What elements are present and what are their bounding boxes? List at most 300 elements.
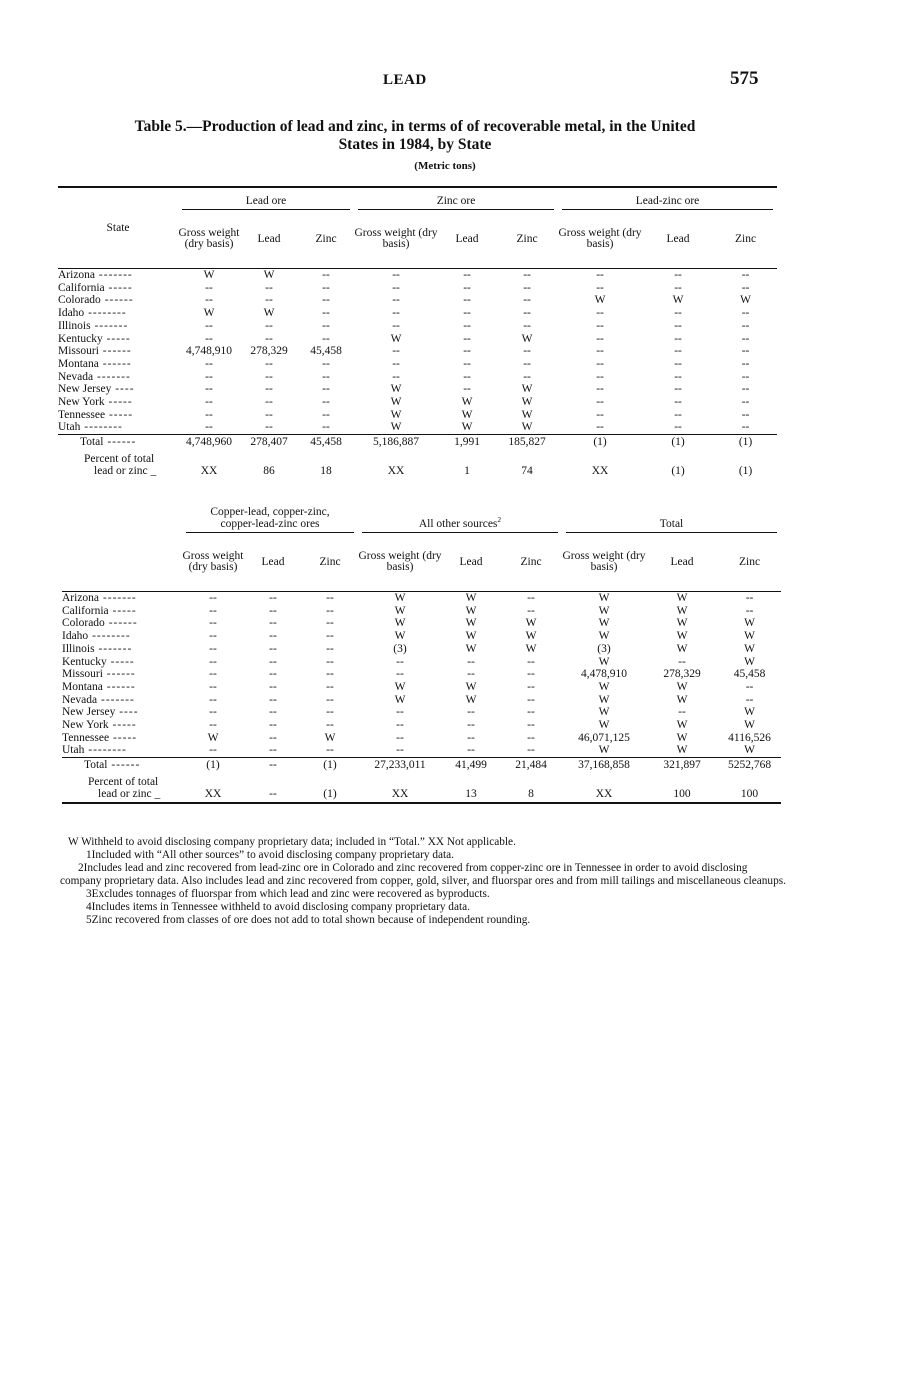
cell: -- xyxy=(596,383,604,396)
cell: -- xyxy=(463,357,471,370)
cell: -- xyxy=(209,693,217,706)
cell: -- xyxy=(463,281,471,294)
cell: -- xyxy=(322,421,330,434)
state-cell xyxy=(62,605,182,618)
cell: -- xyxy=(527,706,535,719)
column-header: Gross weight (dry basis) xyxy=(558,210,642,269)
cell: -- xyxy=(209,744,217,757)
state-cell xyxy=(62,681,182,694)
cell: -- xyxy=(596,307,604,320)
cell: 100 xyxy=(718,772,781,803)
cell: -- xyxy=(322,383,330,396)
chapter-title: LEAD xyxy=(383,72,427,88)
leader-dots: ------- xyxy=(99,592,137,604)
cell: W xyxy=(203,269,215,281)
state-name: Montana xyxy=(62,680,103,693)
column-header: Zinc xyxy=(500,533,562,592)
leader-dots: ------ xyxy=(98,345,132,358)
cell: -- xyxy=(596,396,604,409)
cell: W xyxy=(676,630,688,643)
state-name: Kentucky xyxy=(58,332,103,345)
cell: W xyxy=(676,592,688,604)
state-cell xyxy=(58,282,178,295)
cell: -- xyxy=(269,655,277,668)
cell: -- xyxy=(463,370,471,383)
table-row xyxy=(62,681,781,694)
cell: -- xyxy=(209,668,217,681)
cell: -- xyxy=(269,744,277,757)
cell: -- xyxy=(265,396,273,409)
column-header: Gross weight (dry basis) xyxy=(358,533,442,592)
state-name: Montana xyxy=(58,357,99,370)
cell: W xyxy=(465,680,477,693)
cell: -- xyxy=(674,319,682,332)
cell: -- xyxy=(527,592,535,604)
percent-label-2: lead or zinc xyxy=(98,788,152,801)
footnote-3: 3Excludes tonnages of fluorspar from which lead and zinc were recovered as byproducts. xyxy=(86,888,490,900)
cell: W xyxy=(525,617,537,630)
cell: -- xyxy=(523,370,531,383)
cell: -- xyxy=(265,370,273,383)
cell: 74 xyxy=(521,465,533,478)
cell: -- xyxy=(326,592,334,604)
state-name: Missouri xyxy=(58,345,99,358)
cell: -- xyxy=(674,421,682,434)
state-name: Illinois xyxy=(58,319,91,332)
state-cell xyxy=(62,656,182,669)
state-name: Utah xyxy=(58,421,81,434)
cell: -- xyxy=(205,319,213,332)
cell: -- xyxy=(205,421,213,434)
group-header xyxy=(558,187,777,210)
leader-dots: -------- xyxy=(84,744,127,757)
cell: W xyxy=(461,408,473,421)
state-cell xyxy=(62,744,182,757)
cell: -- xyxy=(322,319,330,332)
running-head xyxy=(0,68,905,94)
cell: W xyxy=(394,617,406,630)
cell: -- xyxy=(523,357,531,370)
part1-header xyxy=(58,187,777,269)
column-header: Gross weight (dry basis) xyxy=(178,210,240,269)
cell: -- xyxy=(392,269,400,281)
cell: W xyxy=(525,630,537,643)
cell: -- xyxy=(265,408,273,421)
cell: -- xyxy=(322,408,330,421)
cell: -- xyxy=(244,758,302,773)
cell: 1 xyxy=(464,465,470,478)
cell: W xyxy=(676,680,688,693)
cell: 18 xyxy=(320,465,332,478)
cell: -- xyxy=(467,668,475,681)
cell: 45,458 xyxy=(298,435,354,450)
cell: -- xyxy=(678,706,686,719)
cell: 321,897 xyxy=(646,758,718,773)
table-title-line-2: States in 1984, by State xyxy=(338,136,492,153)
cell: 1,991 xyxy=(438,435,496,450)
cell: -- xyxy=(596,370,604,383)
cell: -- xyxy=(326,680,334,693)
cell: W xyxy=(465,630,477,643)
cell: 5,186,887 xyxy=(354,435,438,450)
cell: W xyxy=(465,592,477,604)
part2-summary xyxy=(62,758,781,804)
footnote-4: 4Includes items in Tennessee withheld to avoid disclosing company proprietary data. xyxy=(86,901,470,913)
table-row xyxy=(58,294,777,307)
cell: W xyxy=(521,396,533,409)
cell: -- xyxy=(322,357,330,370)
cell: 4,748,960 xyxy=(178,435,240,450)
cell: -- xyxy=(527,604,535,617)
row-label: Percent of total lead or zinc _ xyxy=(62,772,182,803)
cell: 5252,768 xyxy=(718,758,781,773)
column-header: Zinc xyxy=(714,210,777,269)
cell: W xyxy=(465,604,477,617)
cell: -- xyxy=(596,269,604,281)
cell: -- xyxy=(265,383,273,396)
cell: (1) xyxy=(182,758,244,773)
cell: W xyxy=(744,655,755,668)
cell: -- xyxy=(392,294,400,307)
cell: -- xyxy=(326,604,334,617)
cell: -- xyxy=(209,592,217,604)
cell: 4116,526 xyxy=(728,731,771,744)
table-row xyxy=(62,706,781,719)
table-row xyxy=(62,744,781,757)
state-cell xyxy=(58,371,178,384)
cell: W xyxy=(394,604,406,617)
cell: 27,233,011 xyxy=(358,758,442,773)
cell: -- xyxy=(674,408,682,421)
state-cell xyxy=(62,706,182,719)
cell: -- xyxy=(244,772,302,803)
cell: XX xyxy=(591,465,609,478)
cell: XX xyxy=(200,465,218,478)
state-name: Idaho xyxy=(58,307,85,320)
state-cell xyxy=(62,732,182,745)
state-column-spacer xyxy=(62,503,182,592)
cell: 46,071,125 xyxy=(578,731,630,744)
cell: 86 xyxy=(263,465,275,478)
cell: -- xyxy=(205,408,213,421)
cell: 8 xyxy=(500,772,562,803)
cell: -- xyxy=(269,617,277,630)
cell: -- xyxy=(674,307,682,320)
cell: W xyxy=(390,332,402,345)
percent-label-1: Percent of total xyxy=(88,776,159,789)
state-cell xyxy=(62,630,182,643)
cell: -- xyxy=(205,396,213,409)
table-row xyxy=(58,358,777,371)
cell: 278,329 xyxy=(663,668,701,681)
column-header: Lead xyxy=(240,210,298,269)
cell: -- xyxy=(674,357,682,370)
cell: W xyxy=(390,421,402,434)
column-header: Lead xyxy=(438,210,496,269)
cell: -- xyxy=(527,744,535,757)
cell: 4,478,910 xyxy=(581,668,628,681)
leader-dots: ------- xyxy=(97,693,135,706)
state-cell xyxy=(58,320,178,333)
cell: -- xyxy=(392,307,400,320)
table-row xyxy=(62,605,781,618)
footnote-1: 1Included with “All other sources” to avoid disclosing company proprietary data. xyxy=(86,849,454,861)
state-name: Idaho xyxy=(62,630,89,643)
leader-dots: ----- xyxy=(105,408,134,421)
cell: 41,499 xyxy=(442,758,500,773)
cell: -- xyxy=(322,396,330,409)
group-label: Copper-lead, copper-zinc, copper-lead-zinc ores xyxy=(186,506,354,533)
cell: -- xyxy=(527,668,535,681)
cell: -- xyxy=(322,281,330,294)
leader-dots: ------ xyxy=(107,759,141,772)
cell: -- xyxy=(741,421,750,434)
cell: 21,484 xyxy=(500,758,562,773)
cell: (1) xyxy=(642,435,714,450)
state-cell xyxy=(58,345,178,358)
cell: -- xyxy=(674,332,682,345)
total-label: Total xyxy=(80,436,104,449)
cell: W xyxy=(598,617,610,630)
cell: -- xyxy=(205,383,213,396)
table-row xyxy=(62,668,781,681)
state-name: Tennessee xyxy=(62,731,110,744)
cell: W xyxy=(598,680,610,693)
cell: -- xyxy=(269,668,277,681)
cell: -- xyxy=(596,281,604,294)
state-cell xyxy=(58,383,178,396)
part1-body xyxy=(58,269,777,435)
cell: -- xyxy=(205,294,213,307)
table-row xyxy=(62,630,781,643)
cell: W xyxy=(461,421,473,434)
cell: -- xyxy=(326,617,334,630)
cell: -- xyxy=(269,604,277,617)
cell: -- xyxy=(209,719,217,732)
cell: 4,748,910 xyxy=(186,345,232,358)
state-cell xyxy=(58,333,178,346)
cell: -- xyxy=(523,319,531,332)
cell: -- xyxy=(467,655,475,668)
leader-dots: ------- xyxy=(95,269,133,281)
cell: W xyxy=(263,269,275,281)
cell: -- xyxy=(209,642,217,655)
cell: W xyxy=(394,592,406,604)
state-cell xyxy=(58,358,178,371)
cell: -- xyxy=(596,421,604,434)
group-label: Zinc ore xyxy=(358,195,554,210)
cell: -- xyxy=(527,719,535,732)
cell: -- xyxy=(741,332,750,345)
percent-label-2: lead or zinc xyxy=(94,465,148,478)
row-label xyxy=(62,758,182,773)
cell: (1) xyxy=(302,772,358,803)
column-header: Gross weight (dry basis) xyxy=(562,533,646,592)
state-name: Colorado xyxy=(62,617,105,630)
column-header: Gross weight (dry basis) xyxy=(182,533,244,592)
state-name: California xyxy=(58,281,105,294)
cell: (3) xyxy=(597,642,611,655)
state-cell xyxy=(58,421,178,434)
cell: -- xyxy=(741,383,750,396)
state-cell xyxy=(62,617,182,630)
cell: -- xyxy=(596,345,604,358)
cell: -- xyxy=(205,357,213,370)
cell: W xyxy=(598,630,610,643)
cell: -- xyxy=(527,655,535,668)
cell: -- xyxy=(745,592,754,604)
cell: -- xyxy=(463,294,471,307)
cell: W xyxy=(744,719,755,732)
group-label: Lead ore xyxy=(182,195,350,210)
leader-dots: ----- xyxy=(108,604,137,617)
cell: -- xyxy=(741,269,750,281)
cell: -- xyxy=(326,642,334,655)
state-name: Utah xyxy=(62,744,85,757)
state-column-header xyxy=(58,187,178,269)
leader-dots: ----- xyxy=(108,719,137,732)
cell: W xyxy=(390,408,402,421)
group-header xyxy=(562,503,781,533)
table-row xyxy=(62,617,781,630)
table-row xyxy=(58,320,777,333)
table-row xyxy=(58,345,777,358)
column-header: Lead xyxy=(244,533,302,592)
cell: 278,329 xyxy=(250,345,288,358)
table-row xyxy=(62,732,781,745)
table-units: (Metric tons) xyxy=(414,160,476,172)
table-row xyxy=(58,307,777,320)
percent-row xyxy=(62,772,781,803)
group-header xyxy=(178,187,354,210)
cell: W xyxy=(394,630,406,643)
cell: -- xyxy=(523,269,531,281)
state-name: Colorado xyxy=(58,294,101,307)
cell: -- xyxy=(463,383,471,396)
cell: W xyxy=(263,307,275,320)
cell: W xyxy=(598,693,610,706)
state-name: Nevada xyxy=(62,693,98,706)
leader-dots: ---- xyxy=(115,706,139,719)
cell: -- xyxy=(209,680,217,693)
cell: -- xyxy=(741,408,750,421)
cell: -- xyxy=(674,370,682,383)
leader-dots: -------- xyxy=(88,630,131,643)
cell: -- xyxy=(205,370,213,383)
footnote-2: 2Includes lead and zinc recovered from lead-zinc ore in Colorado and zinc recovered from copper-zinc ore in Tennessee in order to avoid disclosing company proprietary data. Also includes lead and zinc recovered from copper, gold, silver, and fluorspar ores and from mill tailings and miscellaneous cleanups. xyxy=(60,862,786,887)
cell: -- xyxy=(467,719,475,732)
cell: W xyxy=(744,642,755,655)
cell: 37,168,858 xyxy=(562,758,646,773)
cell: -- xyxy=(326,630,334,643)
cell: -- xyxy=(523,281,531,294)
footnote-ref: 2 xyxy=(497,515,502,525)
cell: -- xyxy=(745,604,754,617)
state-name: California xyxy=(62,604,109,617)
cell: -- xyxy=(741,345,750,358)
cell: XX xyxy=(182,772,244,803)
cell: -- xyxy=(269,630,277,643)
cell: -- xyxy=(269,719,277,732)
cell: -- xyxy=(463,269,471,281)
table-row xyxy=(58,269,777,282)
cell: -- xyxy=(322,294,330,307)
page-number: 575 xyxy=(730,68,759,89)
table-row xyxy=(58,333,777,346)
cell: -- xyxy=(463,319,471,332)
cell: 13 xyxy=(442,772,500,803)
cell: -- xyxy=(745,693,754,706)
cell: W xyxy=(744,630,755,643)
cell: W xyxy=(324,731,336,744)
cell: -- xyxy=(741,307,750,320)
cell: -- xyxy=(205,332,213,345)
footnote-5: 5Zinc recovered from classes of ore does not add to total shown because of independent rounding. xyxy=(86,914,531,926)
cell: -- xyxy=(741,396,750,409)
cell: W xyxy=(594,294,606,307)
cell: 100 xyxy=(646,772,718,803)
state-name: Nevada xyxy=(58,370,94,383)
cell: (1) xyxy=(671,465,685,478)
cell: W xyxy=(676,693,688,706)
cell: -- xyxy=(209,604,217,617)
cell: W xyxy=(394,680,406,693)
cell: -- xyxy=(269,680,277,693)
state-cell xyxy=(62,694,182,707)
cell: W xyxy=(390,396,402,409)
cell: -- xyxy=(463,307,471,320)
leader-dots: ------ xyxy=(98,357,132,370)
state-cell xyxy=(58,294,178,307)
production-table-part-2 xyxy=(62,503,781,804)
cell: -- xyxy=(678,655,686,668)
cell: -- xyxy=(527,731,535,744)
table-row xyxy=(62,643,781,656)
cell: W xyxy=(676,731,688,744)
state-name: New Jersey xyxy=(62,706,116,719)
leader-dots: -------- xyxy=(80,421,123,434)
part1-summary xyxy=(58,435,777,478)
cell: W xyxy=(598,744,610,757)
table-row xyxy=(58,383,777,396)
group-label: Total xyxy=(566,518,777,533)
cell: -- xyxy=(326,668,334,681)
cell: -- xyxy=(269,592,277,604)
column-header: Lead xyxy=(642,210,714,269)
column-header: Zinc xyxy=(718,533,781,592)
cell: -- xyxy=(322,370,330,383)
table-row xyxy=(62,656,781,669)
cell: XX xyxy=(387,465,405,478)
column-header: Zinc xyxy=(496,210,558,269)
group-label: All other sources xyxy=(418,518,498,530)
total-row xyxy=(62,758,781,773)
cell: (1) xyxy=(558,435,642,450)
cell: -- xyxy=(674,345,682,358)
leader-dots: ------ xyxy=(100,294,134,307)
cell: -- xyxy=(392,357,400,370)
cell: -- xyxy=(527,693,535,706)
cell: -- xyxy=(205,281,213,294)
table-title-line-1: Table 5.—Production of lead and zinc, in terms of of recoverable metal, in the United xyxy=(134,118,696,135)
cell: -- xyxy=(265,294,273,307)
table-row xyxy=(62,719,781,732)
cell: W xyxy=(744,706,755,719)
column-header: Lead xyxy=(442,533,500,592)
cell: -- xyxy=(265,357,273,370)
cell: -- xyxy=(396,655,404,668)
part2-body xyxy=(62,592,781,758)
